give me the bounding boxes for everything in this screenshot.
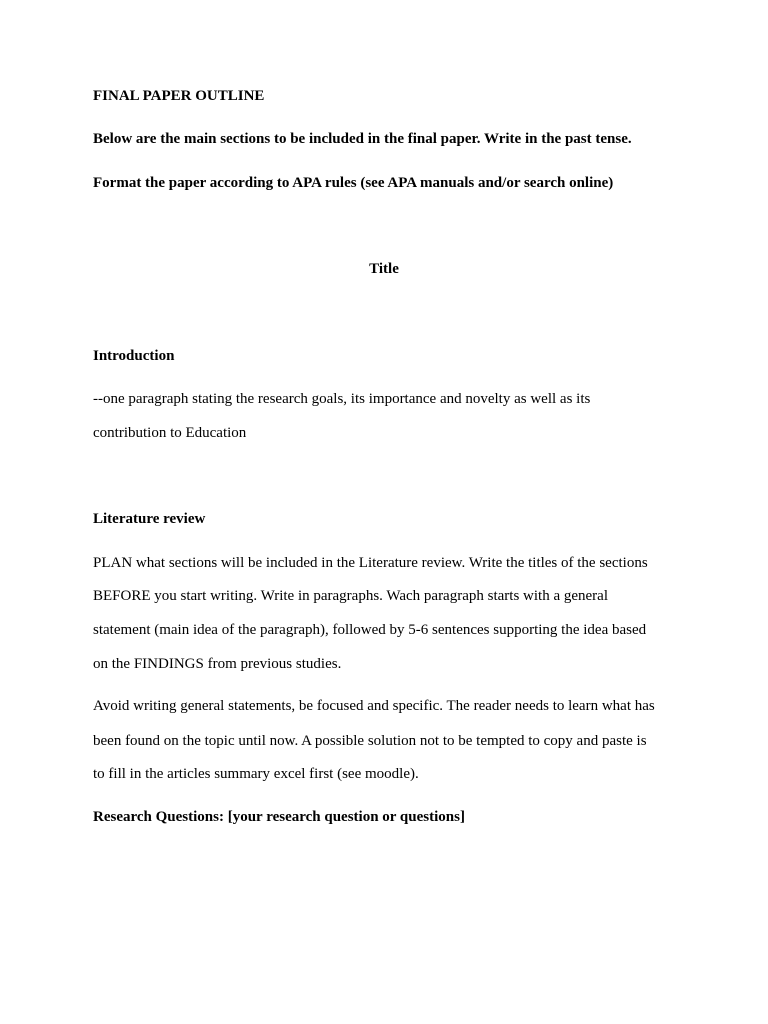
literature-review-heading: Literature review <box>93 511 206 527</box>
document-heading: FINAL PAPER OUTLINE <box>93 88 265 104</box>
introduction-line: contribution to Education <box>93 425 247 441</box>
literature-review-paragraph-1-line: PLAN what sections will be included in the Literature review. Write the titles of the sections <box>93 555 648 571</box>
introduction-heading: Introduction <box>93 348 175 364</box>
literature-review-paragraph-2-line: Avoid writing general statements, be focused and specific. The reader needs to learn what has <box>93 698 655 714</box>
literature-review-paragraph-1-line: BEFORE you start writing. Write in paragraphs. Wach paragraph starts with a general <box>93 588 608 604</box>
instruction-line-2: Format the paper according to APA rules (see APA manuals and/or search online) <box>93 175 614 191</box>
literature-review-paragraph-2-line: to fill in the articles summary excel first (see moodle). <box>93 766 419 782</box>
literature-review-paragraph-1-line: on the FINDINGS from previous studies. <box>93 656 342 672</box>
literature-review-paragraph-2-line: been found on the topic until now. A possible solution not to be tempted to copy and paste is <box>93 733 647 749</box>
literature-review-paragraph-1-line: statement (main idea of the paragraph), followed by 5-6 sentences supporting the idea based <box>93 622 647 638</box>
research-questions-heading: Research Questions: [your research question or questions] <box>93 809 465 825</box>
paper-title-placeholder: Title <box>369 261 399 277</box>
instruction-line-1: Below are the main sections to be included in the final paper. Write in the past tense. <box>93 131 632 147</box>
introduction-line: --one paragraph stating the research goals, its importance and novelty as well as its <box>93 391 591 407</box>
